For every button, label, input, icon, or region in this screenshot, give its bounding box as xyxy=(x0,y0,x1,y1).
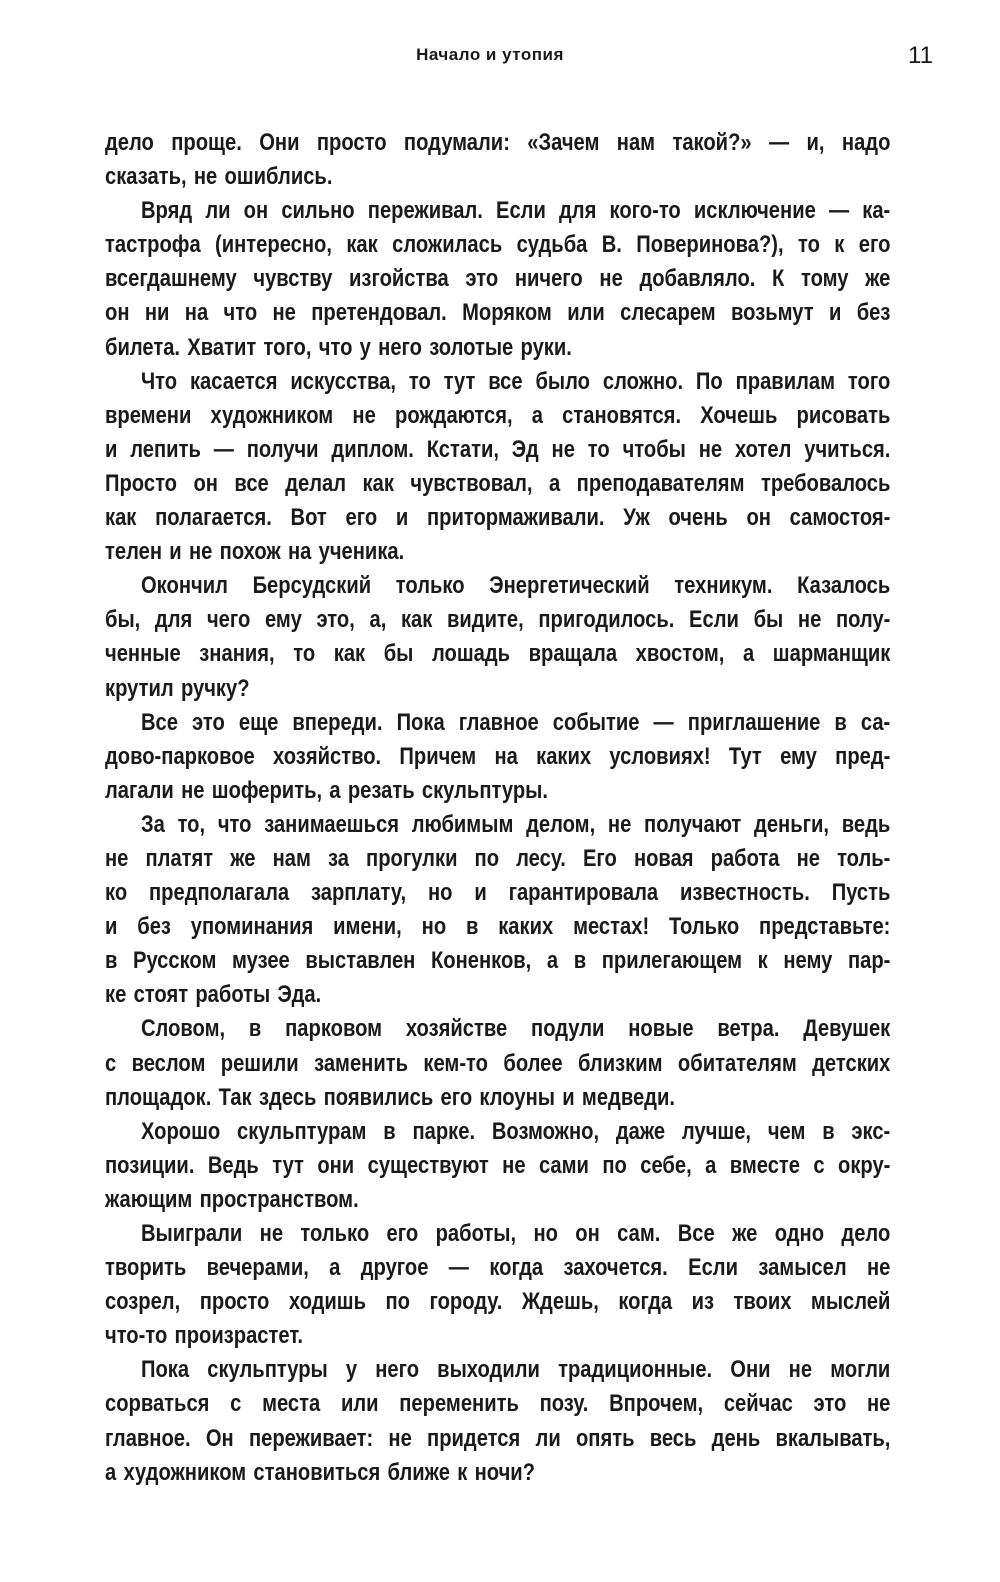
text-line: Просто он все делал как чувствовал, а преподавателям требовалось xyxy=(105,469,891,497)
paragraph xyxy=(105,1115,895,1217)
paragraph xyxy=(105,1353,895,1489)
text-line: и без упоминания имени, но в каких местах! Только представьте: xyxy=(105,913,891,941)
text-line: а художником становиться ближе к ночи? xyxy=(105,1458,535,1486)
text-line: Вряд ли он сильно переживал. Если для кого-то исключение — ка- xyxy=(141,197,891,225)
text-line: дово-парковое хозяйство. Причем на каких условиях! Тут ему пред- xyxy=(105,742,891,770)
text-line: он ни на что не претендовал. Моряком или слесарем возьмут и без xyxy=(105,299,891,327)
text-line: с веслом решили заменить кем-то более близким обитателям детских xyxy=(105,1049,891,1077)
paragraph xyxy=(105,126,895,194)
text-line: За то, что занимаешься любимым делом, не получают деньги, ведь xyxy=(141,810,891,838)
text-line: Хорошо скульптурам в парке. Возможно, даже лучше, чем в экс- xyxy=(141,1117,891,1145)
body-text xyxy=(105,126,895,1490)
paragraph xyxy=(105,194,895,364)
text-line: тастрофа (интересно, как сложилась судьба В. Поверинова?), то к его xyxy=(105,231,891,259)
running-title: Начало и утопия xyxy=(416,45,564,64)
text-line: творить вечерами, а другое — когда захочется. Если замысел не xyxy=(105,1254,891,1282)
text-line: Все это еще впереди. Пока главное событие — приглашение в са- xyxy=(141,708,891,736)
text-line: ченные знания, то как бы лошадь вращала хвостом, а шарманщик xyxy=(105,640,891,668)
text-line: сорваться с места или переменить позу. Впрочем, сейчас это не xyxy=(105,1390,891,1418)
text-line: телен и не похож на ученика. xyxy=(105,538,405,566)
text-line: Пока скульптуры у него выходили традиционные. Они не могли xyxy=(141,1356,891,1384)
paragraph xyxy=(105,569,895,705)
text-line: крутил ручку? xyxy=(105,674,250,702)
paragraph xyxy=(105,1012,895,1114)
paragraph xyxy=(105,706,895,808)
text-line: и лепить — получи диплом. Кстати, Эд не то чтобы не хотел учиться. xyxy=(105,435,891,463)
text-line: Выиграли не только его работы, но он сам. Все же одно дело xyxy=(141,1220,891,1247)
text-line: как полагается. Вот его и притормаживали. Уж очень он самостоя- xyxy=(105,504,891,532)
text-line: главное. Он переживает: не придется ли опять весь день вкалывать, xyxy=(105,1424,891,1452)
paragraph xyxy=(105,808,895,1013)
text-line: бы, для чего ему это, а, как видите, пригодилось. Если бы не полу- xyxy=(105,606,891,634)
text-line: ке стоят работы Эда. xyxy=(105,981,322,1009)
text-line: жающим пространством. xyxy=(105,1185,359,1213)
text-line: дело проще. Они просто подумали: «Зачем нам такой?» — и, надо xyxy=(105,129,891,156)
text-line: площадок. Так здесь появились его клоуны и медведи. xyxy=(105,1083,675,1111)
text-line: что-то произрастет. xyxy=(105,1322,304,1350)
text-line: билета. Хватит того, что у него золотые руки. xyxy=(105,333,572,361)
page-number: 11 xyxy=(908,42,933,69)
text-line: не платят же нам за прогулки по лесу. Его новая работа не толь- xyxy=(105,844,891,872)
text-line: Что касается искусства, то тут все было сложно. По правилам того xyxy=(141,367,891,395)
text-line: позиции. Ведь тут они существуют не сами по себе, а вместе с окру- xyxy=(105,1151,891,1179)
paragraph xyxy=(105,1217,895,1353)
text-line: ко предполагала зарплату, но и гарантировала известность. Пусть xyxy=(105,879,891,907)
paragraph xyxy=(105,365,895,570)
text-line: Окончил Берсудский только Энергетический техникум. Казалось xyxy=(141,572,891,600)
text-line: в Русском музее выставлен Коненков, а в прилегающем к нему пар- xyxy=(105,947,891,975)
text-line: Словом, в парковом хозяйстве подули новые ветра. Девушек xyxy=(141,1015,891,1043)
text-line: созрел, просто ходишь по городу. Ждешь, когда из твоих мыслей xyxy=(105,1288,891,1316)
text-line: лагали не шоферить, а резать скульптуры. xyxy=(105,776,548,804)
text-line: времени художником не рождаются, а становятся. Хочешь рисовать xyxy=(105,401,891,429)
text-line: сказать, не ошиблись. xyxy=(105,163,333,191)
text-line: всегдашнему чувству изгойства это ничего не добавляло. К тому же xyxy=(105,265,891,293)
